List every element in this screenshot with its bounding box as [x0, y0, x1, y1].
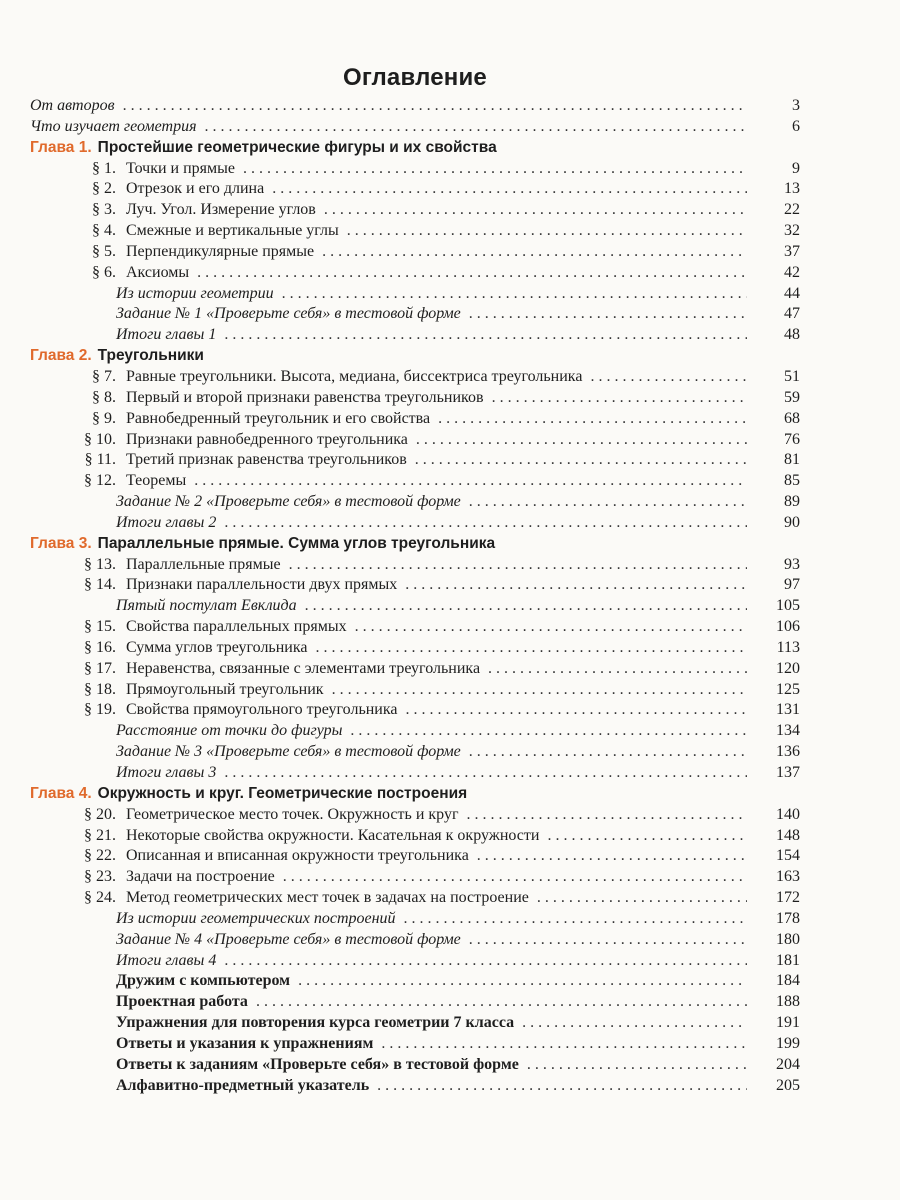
chapter-title: Простейшие геометрические фигуры и их свойства: [97, 138, 497, 156]
page-number: 140: [776, 805, 800, 823]
section-number: § 10.: [84, 430, 116, 448]
entry-title: Отрезок и его длина: [126, 180, 265, 198]
entry-title: Итоги главы 3: [116, 764, 217, 781]
entry-title: Проектная работа: [116, 993, 248, 1011]
toc-entry: [30, 763, 800, 784]
section-number: § 17.: [84, 659, 116, 677]
page-number: 106: [776, 618, 800, 636]
toc-entry: [30, 846, 800, 867]
entry-title: Алфавитно-предметный указатель: [116, 1076, 370, 1094]
entry-title: Перпендикулярные прямые: [126, 242, 315, 260]
toc-entry: [30, 1013, 800, 1034]
toc-entry: [30, 575, 800, 596]
toc-entry: [30, 117, 800, 138]
toc-entry: [30, 263, 800, 284]
page-number: 163: [776, 868, 800, 886]
entry-title: Смежные и вертикальные углы: [126, 222, 339, 240]
toc-entry: [30, 742, 800, 763]
toc-entry: [30, 200, 800, 221]
toc-entry: [30, 96, 800, 117]
dot-leader: [438, 409, 747, 430]
toc-entry: [30, 450, 800, 471]
entry-title: Итоги главы 4: [116, 951, 217, 969]
dot-leader: [355, 617, 747, 638]
dot-leader: [522, 1013, 747, 1034]
toc-entry: [30, 221, 800, 242]
toc-entry: [30, 930, 800, 951]
section-number: § 9.: [92, 409, 116, 427]
page-number: 51: [784, 367, 800, 385]
dot-leader: [416, 430, 747, 451]
toc-entry: [30, 325, 800, 346]
toc-entry: [30, 159, 800, 180]
dot-leader: [123, 96, 747, 117]
dot-leader: [469, 930, 747, 951]
chapter-heading: [30, 784, 800, 805]
entry-title: Ответы к заданиям «Проверьте себя» в тестовой форме: [116, 1055, 519, 1073]
toc-entry: [30, 471, 800, 492]
page-number: 9: [792, 159, 800, 177]
chapter-heading: [30, 534, 800, 555]
page-number: 105: [776, 597, 800, 615]
entry-title: Свойства прямоугольного треугольника: [126, 701, 398, 719]
section-number: § 19.: [84, 701, 116, 719]
page-number: 32: [784, 222, 800, 240]
dot-leader: [283, 867, 747, 888]
toc-entry: [30, 888, 800, 909]
entry-title: Что изучает геометрия: [30, 117, 197, 135]
page-title: Оглавление: [343, 64, 487, 91]
dot-leader: [305, 596, 747, 617]
entry-title: Точки и прямые: [126, 159, 235, 177]
toc-entry: [30, 1055, 800, 1076]
page-number: 89: [784, 493, 800, 511]
entry-title: Сумма углов треугольника: [126, 638, 308, 656]
entry-title: Равнобедренный треугольник и его свойства: [126, 409, 431, 427]
chapter-label: Глава 3.: [30, 534, 92, 552]
page-number: 59: [784, 388, 800, 406]
dot-leader: [590, 367, 747, 388]
toc-entry: [30, 805, 800, 826]
dot-leader: [243, 159, 747, 180]
page-number: 178: [776, 909, 800, 927]
entry-title: Задание № 1 «Проверьте себя» в тестовой форме: [116, 305, 461, 323]
toc-entry: [30, 1076, 800, 1097]
section-number: § 24.: [84, 889, 116, 907]
entry-title: Ответы и указания к упражнениям: [116, 1034, 374, 1052]
section-number: § 2.: [92, 180, 116, 198]
chapter-heading: [30, 346, 800, 367]
chapter-label: Глава 4.: [30, 784, 92, 802]
page-number: 204: [776, 1055, 800, 1073]
entry-title: Из истории геометрии: [116, 284, 274, 302]
dot-leader: [315, 638, 747, 659]
dot-leader: [256, 992, 747, 1013]
toc-entry: [30, 388, 800, 409]
toc-entry: [30, 971, 800, 992]
page-number: 42: [784, 263, 800, 281]
section-number: § 8.: [92, 388, 116, 406]
section-number: § 14.: [84, 576, 116, 594]
dot-leader: [205, 117, 747, 138]
entry-title: Теоремы: [126, 472, 187, 490]
entry-title: Равные треугольники. Высота, медиана, биссектриса треугольника: [126, 367, 583, 385]
page-number: 154: [776, 847, 800, 865]
entry-title: Итоги главы 2: [116, 513, 217, 531]
entry-title: Признаки равнобедренного треугольника: [126, 430, 408, 448]
entry-title: Итоги главы 1: [116, 326, 217, 344]
toc-entry: [30, 638, 800, 659]
page-number: 85: [784, 472, 800, 490]
toc-entry: [30, 1034, 800, 1055]
entry-title: Аксиомы: [126, 263, 190, 281]
page-number: 205: [776, 1076, 800, 1094]
dot-leader: [224, 513, 747, 534]
toc-entry: [30, 242, 800, 263]
toc-entry: [30, 513, 800, 534]
page-number: 90: [784, 513, 800, 531]
dot-leader: [350, 721, 747, 742]
section-number: § 21.: [84, 826, 116, 844]
entry-title: Первый и второй признаки равенства треугольников: [126, 388, 484, 406]
dot-leader: [469, 304, 747, 325]
chapter-title: Треугольники: [97, 347, 204, 365]
entry-title: Параллельные прямые: [126, 555, 281, 573]
chapter-heading: [30, 138, 800, 159]
page-number: 76: [784, 430, 800, 448]
dot-leader: [406, 700, 748, 721]
dot-leader: [272, 179, 747, 200]
toc-entry: [30, 867, 800, 888]
page-number: 97: [784, 576, 800, 594]
page-number: 148: [776, 826, 800, 844]
dot-leader: [224, 325, 747, 346]
entry-title: Описанная и вписанная окружности треугольника: [126, 847, 469, 865]
page-number: 199: [776, 1034, 800, 1052]
section-number: § 18.: [84, 680, 116, 698]
entry-title: Дружим с компьютером: [116, 972, 291, 990]
dot-leader: [322, 242, 747, 263]
dot-leader: [377, 1076, 747, 1097]
entry-title: Третий признак равенства треугольников: [126, 451, 407, 469]
page-number: 184: [776, 972, 800, 990]
dot-leader: [282, 284, 747, 305]
toc-entry: [30, 992, 800, 1013]
toc-entry: [30, 596, 800, 617]
page-number: 136: [776, 743, 800, 761]
section-number: § 7.: [92, 367, 116, 385]
page-number: 37: [784, 242, 800, 260]
entry-title: Неравенства, связанные с элементами треугольника: [126, 659, 481, 677]
page-number: 93: [784, 555, 800, 573]
dot-leader: [488, 659, 747, 680]
dot-leader: [224, 951, 747, 972]
chapter-label: Глава 2.: [30, 347, 92, 365]
entry-title: От авторов: [30, 97, 115, 114]
entry-title: Признаки параллельности двух прямых: [126, 576, 398, 594]
toc-entry: [30, 367, 800, 388]
section-number: § 12.: [84, 472, 116, 490]
dot-leader: [415, 450, 747, 471]
section-number: § 1.: [92, 159, 116, 177]
dot-leader: [469, 742, 747, 763]
page-number: 131: [776, 701, 800, 719]
section-number: § 4.: [92, 222, 116, 240]
section-number: § 5.: [92, 242, 116, 260]
entry-title: Прямоугольный треугольник: [126, 680, 324, 698]
entry-title: Задачи на построение: [126, 868, 275, 886]
toc-entry: [30, 721, 800, 742]
chapter-title: Параллельные прямые. Сумма углов треугольника: [97, 534, 496, 552]
page-number: 180: [776, 930, 800, 948]
dot-leader: [467, 805, 747, 826]
section-number: § 23.: [84, 868, 116, 886]
dot-leader: [381, 1034, 747, 1055]
dot-leader: [404, 909, 747, 930]
dot-leader: [324, 200, 747, 221]
page-number: 3: [792, 97, 800, 114]
page-number: 81: [784, 451, 800, 469]
page-number: 68: [784, 409, 800, 427]
dot-leader: [405, 575, 747, 596]
page-number: 188: [776, 993, 800, 1011]
section-number: § 3.: [92, 201, 116, 219]
section-number: § 22.: [84, 847, 116, 865]
section-number: § 6.: [92, 263, 116, 281]
dot-leader: [332, 680, 747, 701]
dot-leader: [224, 763, 747, 784]
page-number: 48: [784, 326, 800, 344]
chapter-title: Окружность и круг. Геометрические построения: [97, 784, 468, 802]
toc-entry: [30, 659, 800, 680]
page-number: 22: [784, 201, 800, 219]
page-number: 191: [776, 1014, 800, 1032]
page-number: 181: [776, 951, 800, 969]
page-number: 137: [776, 764, 800, 781]
dot-leader: [547, 826, 747, 847]
entry-title: Геометрическое место точек. Окружность и круг: [126, 805, 459, 823]
dot-leader: [527, 1055, 747, 1076]
page-number: 13: [784, 180, 800, 198]
toc-entry: [30, 409, 800, 430]
section-number: § 20.: [84, 805, 116, 823]
section-number: § 15.: [84, 618, 116, 636]
entry-title: Метод геометрических мест точек в задачах на построение: [126, 889, 529, 907]
dot-leader: [492, 388, 747, 409]
dot-leader: [194, 471, 747, 492]
entry-title: Задание № 2 «Проверьте себя» в тестовой форме: [116, 493, 461, 511]
toc-entry: [30, 700, 800, 721]
toc-entry: [30, 555, 800, 576]
toc-entry: [30, 909, 800, 930]
toc-entry: [30, 617, 800, 638]
entry-title: Луч. Угол. Измерение углов: [126, 201, 316, 219]
page-number: 47: [784, 305, 800, 323]
toc-entry: [30, 492, 800, 513]
toc-entry: [30, 951, 800, 972]
section-number: § 11.: [84, 451, 116, 469]
dot-leader: [197, 263, 747, 284]
entry-title: Из истории геометрических построений: [116, 909, 396, 927]
page-number: 172: [776, 889, 800, 907]
entry-title: Задание № 4 «Проверьте себя» в тестовой форме: [116, 930, 461, 948]
page-number: 120: [776, 659, 800, 677]
section-number: § 13.: [84, 555, 116, 573]
toc-entry: [30, 430, 800, 451]
entry-title: Упражнения для повторения курса геометрии 7 класса: [116, 1014, 515, 1032]
chapter-label: Глава 1.: [30, 138, 92, 156]
page-number: 125: [776, 680, 800, 698]
section-number: § 16.: [84, 638, 116, 656]
entry-title: Свойства параллельных прямых: [126, 618, 347, 636]
table-of-contents: [30, 96, 800, 1097]
page-number: 44: [784, 284, 800, 302]
toc-entry: [30, 179, 800, 200]
toc-entry: [30, 826, 800, 847]
entry-title: Пятый постулат Евклида: [116, 597, 297, 615]
dot-leader: [347, 221, 747, 242]
page-number: 6: [792, 117, 800, 135]
page-number: 134: [776, 722, 800, 740]
toc-entry: [30, 680, 800, 701]
entry-title: Некоторые свойства окружности. Касательная к окружности: [126, 826, 540, 844]
dot-leader: [289, 555, 747, 576]
entry-title: Задание № 3 «Проверьте себя» в тестовой форме: [116, 743, 461, 761]
toc-entry: [30, 304, 800, 325]
dot-leader: [298, 971, 747, 992]
toc-entry: [30, 284, 800, 305]
dot-leader: [537, 888, 747, 909]
dot-leader: [469, 492, 747, 513]
entry-title: Расстояние от точки до фигуры: [116, 722, 343, 740]
page-number: 113: [776, 638, 800, 656]
dot-leader: [477, 846, 747, 867]
